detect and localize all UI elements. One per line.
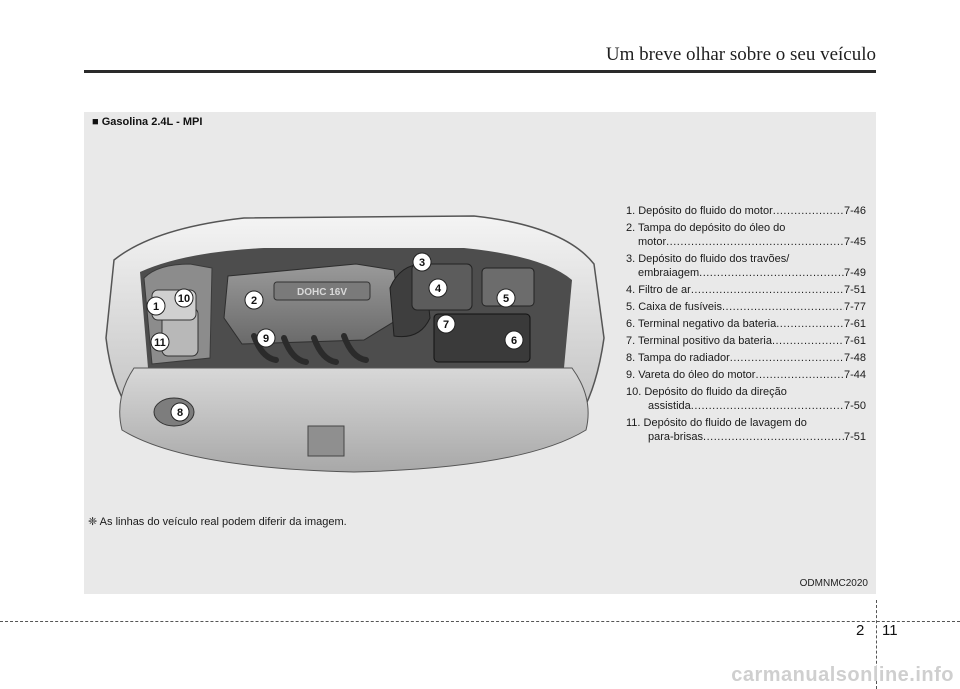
part-label: 6. Terminal negativo da bateria bbox=[626, 318, 777, 330]
part-page: 7-50 bbox=[843, 400, 866, 412]
callout-11 bbox=[151, 333, 169, 351]
part-label: 7. Terminal positivo da bateria bbox=[626, 335, 772, 347]
part-item bbox=[626, 334, 866, 348]
part-item bbox=[626, 368, 866, 382]
note-symbol: ❈ bbox=[88, 516, 98, 528]
callout-5 bbox=[497, 289, 515, 307]
part-item bbox=[626, 385, 866, 413]
part-label: 8. Tampa do radiador bbox=[626, 352, 730, 364]
svg-text:1: 1 bbox=[152, 301, 160, 313]
page-header-title: Um breve olhar sobre o seu veículo bbox=[605, 44, 876, 65]
callout-7 bbox=[437, 315, 455, 333]
svg-text:4: 4 bbox=[434, 283, 442, 295]
part-label-cont: embraiagem bbox=[638, 267, 700, 279]
callout-3 bbox=[413, 253, 431, 271]
part-label-cont: motor bbox=[638, 236, 667, 248]
section-title bbox=[92, 116, 202, 128]
watermark-text: carmanualsonline.info bbox=[731, 664, 954, 686]
engine-cover-label: DOHC 16V bbox=[296, 287, 348, 298]
section-bullet: ■ bbox=[92, 116, 99, 128]
callout-4 bbox=[429, 279, 447, 297]
part-item bbox=[626, 252, 866, 280]
figure-code: ODMNMC2020 bbox=[799, 578, 868, 589]
part-page: 7-44 bbox=[843, 369, 866, 381]
part-page: 7-46 bbox=[843, 205, 866, 217]
part-label: 10. Depósito do fluido da direção bbox=[626, 386, 787, 398]
header-rule bbox=[84, 70, 876, 73]
callout-10 bbox=[175, 289, 193, 307]
callout-1 bbox=[147, 297, 165, 315]
svg-text:9: 9 bbox=[262, 333, 270, 345]
hood-latch bbox=[308, 426, 344, 456]
svg-text:11: 11 bbox=[154, 337, 166, 349]
part-label-cont: para-brisas bbox=[648, 431, 704, 443]
footer-rule bbox=[0, 621, 960, 622]
part-item bbox=[626, 283, 866, 297]
part-page: 7-61 bbox=[843, 318, 866, 330]
chapter-number: 2 bbox=[856, 622, 865, 639]
page-number: 11 bbox=[882, 622, 898, 639]
part-page: 7-77 bbox=[843, 301, 866, 313]
part-page: 7-45 bbox=[843, 236, 866, 248]
part-label-cont: assistida bbox=[648, 400, 691, 412]
parts-list bbox=[626, 204, 866, 447]
part-label: 2. Tampa do depósito do óleo do bbox=[626, 222, 786, 234]
part-item bbox=[626, 300, 866, 314]
callout-2 bbox=[245, 291, 263, 309]
section-title-text: Gasolina 2.4L - MPI bbox=[101, 116, 203, 128]
part-page: 7-48 bbox=[843, 352, 866, 364]
part-label: 3. Depósito do fluido dos travões/ bbox=[626, 253, 790, 265]
svg-text:2: 2 bbox=[250, 295, 258, 307]
svg-text:8: 8 bbox=[176, 407, 184, 419]
figure-note bbox=[88, 515, 347, 528]
part-item bbox=[626, 317, 866, 331]
part-page: 7-61 bbox=[843, 335, 866, 347]
part-label: 4. Filtro de ar bbox=[626, 284, 691, 296]
part-page: 7-51 bbox=[843, 284, 866, 296]
part-page: 7-51 bbox=[843, 431, 866, 443]
svg-text:3: 3 bbox=[418, 257, 426, 269]
part-label: 5. Caixa de fusíveis bbox=[626, 301, 722, 313]
svg-text:10: 10 bbox=[177, 293, 191, 305]
callout-8 bbox=[171, 403, 189, 421]
callout-9 bbox=[257, 329, 275, 347]
part-item bbox=[626, 416, 866, 444]
callout-6 bbox=[505, 331, 523, 349]
part-label: 1. Depósito do fluido do motor bbox=[626, 205, 773, 217]
svg-text:7: 7 bbox=[442, 319, 450, 331]
part-page: 7-49 bbox=[843, 267, 866, 279]
part-label: 11. Depósito do fluido de lavagem do bbox=[626, 417, 807, 429]
svg-text:6: 6 bbox=[510, 335, 518, 347]
engine-compartment-illustration bbox=[94, 168, 612, 488]
part-item bbox=[626, 351, 866, 365]
note-text: As linhas do veículo real podem diferir da imagem. bbox=[99, 516, 347, 528]
svg-text:5: 5 bbox=[502, 293, 510, 305]
part-item bbox=[626, 204, 866, 218]
part-item bbox=[626, 221, 866, 249]
part-label: 9. Vareta do óleo do motor bbox=[626, 369, 756, 381]
